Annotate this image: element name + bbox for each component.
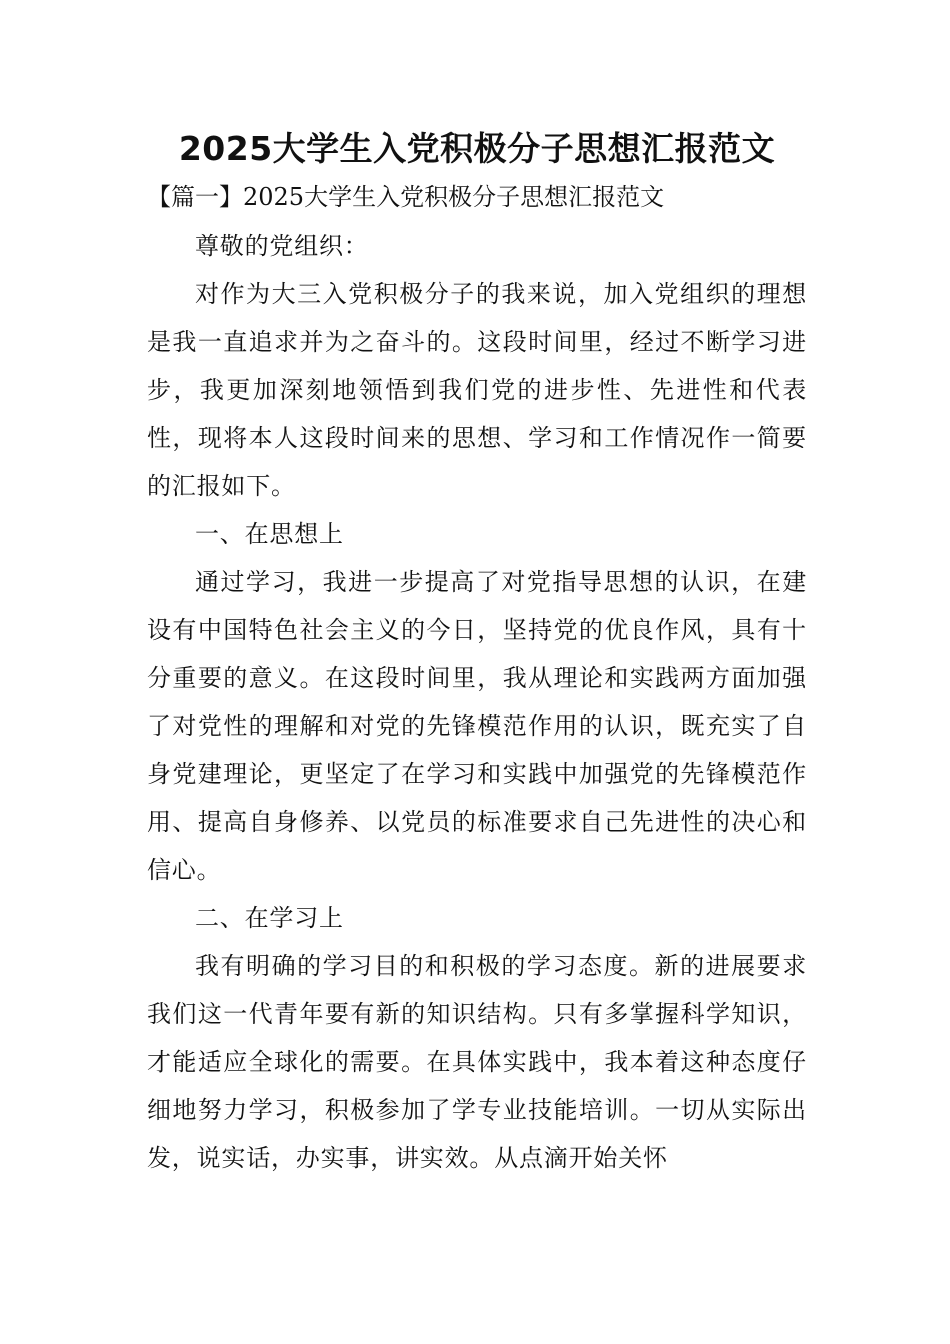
- document-body: [147, 222, 807, 1182]
- paragraph-thought: 通过学习，我进一步提高了对党指导思想的认识，在建设有中国特色社会主义的今日，坚持党的优良作风，具有十分重要的意义。在这段时间里，我从理论和实践两方面加强了对党性的理解和对党的先锋模范作用的认识，既充实了自身党建理论，更坚定了在学习和实践中加强党的先锋模范作用、提高自身修养、以党员的标准要求自己先进性的决心和信心。: [147, 568, 807, 884]
- paragraph-intro: 对作为大三入党积极分子的我来说，加入党组织的理想是我一直追求并为之奋斗的。这段时间里，经过不断学习进步，我更加深刻地领悟到我们党的进步性、先进性和代表性，现将本人这段时间来的思想、学习和工作情况作一简要的汇报如下。: [147, 280, 807, 500]
- heading-study: 二、在学习上: [195, 904, 344, 932]
- heading-thought: 一、在思想上: [195, 520, 344, 548]
- document-page: [147, 126, 807, 1182]
- salutation: 尊敬的党组织：: [195, 232, 369, 260]
- document-title: 2025大学生入党积极分子思想汇报范文: [178, 129, 776, 168]
- paragraph-study: 我有明确的学习目的和积极的学习态度。新的进展要求我们这一代青年要有新的知识结构。只有多掌握科学知识，才能适应全球化的需要。在具体实践中，我本着这种态度仔细地努力学习，积极参加了学专业技能培训。一切从实际出发，说实话，办实事，讲实效。从点滴开始关怀: [147, 952, 807, 1172]
- section-label: 【篇一】2025大学生入党积极分子思想汇报范文: [147, 183, 665, 211]
